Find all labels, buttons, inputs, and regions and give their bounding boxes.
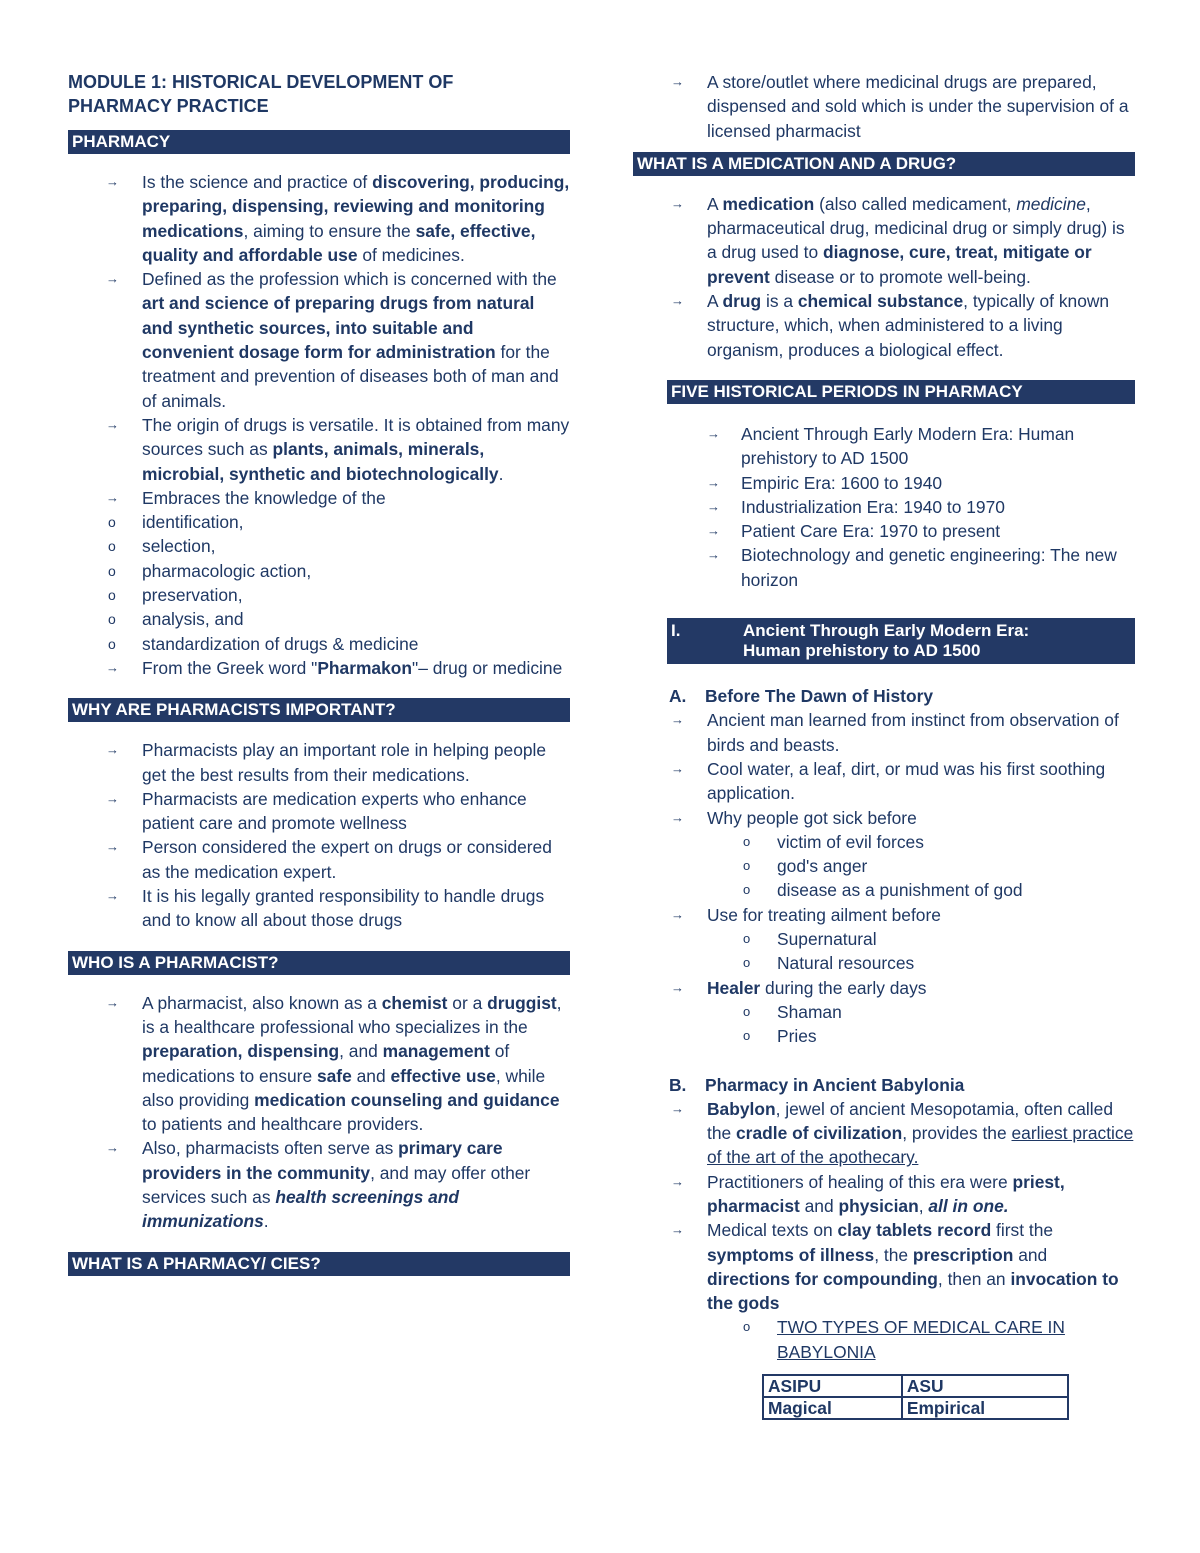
arrow-icon: → xyxy=(106,839,119,855)
right-column xyxy=(633,70,1135,1420)
arrow-icon: → xyxy=(106,742,119,758)
list-item: o Supernatural xyxy=(667,927,1135,951)
circle-bullet-icon: o xyxy=(743,1028,751,1044)
list-item: → Defined as the profession which is concerned with the art and science of preparing drugs from natural and synthetic sources, into suitable and convenient dosage form for administration for the treatment and prevention of diseases both of man and of animals. xyxy=(106,269,559,411)
list-item: o Shaman xyxy=(667,1000,1135,1024)
arrow-icon: → xyxy=(106,416,119,432)
list-item: → Also, pharmacists often serve as primary care providers in the community, and may offer other services such as health screenings and immunizations. xyxy=(106,1138,531,1232)
circle-bullet-icon: o xyxy=(108,611,116,628)
circle-bullet-icon: o xyxy=(743,1319,751,1335)
list-item: → Babylon, jewel of ancient Mesopotamia, often called the cradle of civilization, provides the earliest practice of the art of the apothecary. xyxy=(671,1098,1134,1168)
arrow-icon: → xyxy=(707,498,720,514)
list-item: → Healer during the early days xyxy=(667,976,1135,1000)
list-item: → Pharmacists are medication experts who enhance patient care and promote wellness xyxy=(106,788,527,834)
arrow-icon: → xyxy=(707,474,720,490)
left-column xyxy=(68,70,570,1296)
medication-list xyxy=(633,192,1135,362)
section-who-header: WHO IS A PHARMACIST? xyxy=(68,951,570,975)
circle-bullet-icon: o xyxy=(743,882,751,898)
arrow-icon: → xyxy=(671,760,684,776)
arrow-icon: → xyxy=(671,1173,684,1189)
list-item: → It is his legally granted responsibility to handle drugs and to know all about those drugs xyxy=(106,886,545,931)
table-cell: Magical xyxy=(763,1397,902,1419)
arrow-icon: → xyxy=(106,489,119,505)
circle-bullet-icon: o xyxy=(743,833,751,849)
list-item: → Ancient Through Early Modern Era: Human prehistory to AD 1500 xyxy=(707,423,1075,469)
circle-bullet-icon: o xyxy=(108,635,116,652)
arrow-icon: → xyxy=(707,523,720,539)
table-cell: ASU xyxy=(902,1375,1068,1397)
section-medication-header: WHAT IS A MEDICATION AND A DRUG? xyxy=(633,152,1135,176)
list-item: → The origin of drugs is versatile. It is obtained from many sources such as plants, animals, minerals, microbial, synthetic and biotechnologically. xyxy=(106,414,570,484)
periods-list xyxy=(633,422,1135,592)
list-item: → Cool water, a leaf, dirt, or mud was his first soothing application. xyxy=(671,758,1106,804)
list-item: o Natural resources xyxy=(667,951,1135,975)
subsection-b-title: B. Pharmacy in Ancient Babylonia xyxy=(669,1074,965,1095)
list-item: o identification, xyxy=(68,510,570,534)
list-item: → Use for treating ailment before xyxy=(667,903,1135,927)
circle-bullet-icon: o xyxy=(108,514,116,531)
list-item: → Patient Care Era: 1970 to present xyxy=(633,519,1135,543)
arrow-icon: → xyxy=(106,174,119,189)
list-item: o god's anger xyxy=(667,854,1135,878)
subsection-b-list xyxy=(667,1097,1135,1364)
list-item: o victim of evil forces xyxy=(667,830,1135,854)
list-item: o TWO TYPES OF MEDICAL CARE IN BABYLONIA xyxy=(743,1317,1065,1362)
title-line-1: MODULE 1: HISTORICAL DEVELOPMENT OF xyxy=(68,72,454,92)
era-number: I. xyxy=(671,621,681,641)
list-item: → A medication (also called medicament, medicine, pharmaceutical drug, medicinal drug or simply drug) is a drug used to diagnose, cure, treat, mitigate or prevent disease or to promote well-being. xyxy=(671,193,1125,287)
list-item: o preservation, xyxy=(68,583,570,607)
circle-bullet-icon: o xyxy=(743,931,751,947)
who-list xyxy=(68,991,570,1234)
store-list xyxy=(633,70,1135,143)
list-item: o selection, xyxy=(68,534,570,558)
arrow-icon: → xyxy=(106,994,119,1010)
arrow-icon: → xyxy=(671,74,684,89)
table-row xyxy=(763,1397,1068,1419)
era-title: Ancient Through Early Modern Era: Human prehistory to AD 1500 xyxy=(743,621,1030,661)
arrow-icon: → xyxy=(671,809,684,825)
arrow-icon: → xyxy=(106,790,119,806)
title-line-2: PHARMACY PRACTICE xyxy=(68,96,269,116)
document-title xyxy=(68,70,570,118)
list-item: → Why people got sick before xyxy=(667,806,1135,830)
pharmacy-list xyxy=(68,170,570,680)
list-item: o Pries xyxy=(667,1024,1135,1048)
arrow-icon: → xyxy=(106,888,119,904)
circle-bullet-icon: o xyxy=(743,955,751,971)
arrow-icon: → xyxy=(671,979,684,995)
circle-bullet-icon: o xyxy=(108,587,116,604)
arrow-icon: → xyxy=(671,1222,684,1238)
arrow-icon: → xyxy=(671,293,684,309)
subsection-a-list xyxy=(667,708,1135,1048)
list-item: o analysis, and xyxy=(68,607,570,631)
circle-bullet-icon: o xyxy=(743,858,751,874)
circle-bullet-icon: o xyxy=(743,1003,751,1019)
section-era-header xyxy=(667,618,1135,664)
arrow-icon: → xyxy=(671,906,684,922)
arrow-icon: → xyxy=(671,1100,684,1116)
table-cell: ASIPU xyxy=(763,1375,902,1397)
list-item: o pharmacologic action, xyxy=(68,559,570,583)
medical-care-table xyxy=(762,1374,1069,1420)
arrow-icon: → xyxy=(707,547,720,563)
list-item: → Practitioners of healing of this era were priest, pharmacist and physician, all in one. xyxy=(671,1171,1065,1216)
list-item: → Biotechnology and genetic engineering: The new horizon xyxy=(707,545,1117,590)
list-item: → Industrialization Era: 1940 to 1970 xyxy=(633,495,1135,519)
list-item: → A drug is a chemical substance, typically of known structure, which, when administered to a living organism, produces a biological effect. xyxy=(671,291,1110,360)
arrow-icon: → xyxy=(671,195,684,211)
list-item: → A store/outlet where medicinal drugs are prepared, dispensed and sold which is under the supervision of a licensed pharmacist xyxy=(671,72,1129,141)
why-list xyxy=(68,738,570,932)
arrow-icon: → xyxy=(106,659,119,675)
list-item: o disease as a punishment of god xyxy=(667,878,1135,902)
arrow-icon: → xyxy=(671,712,684,728)
arrow-icon: → xyxy=(707,425,720,441)
subsection-a-title: A. Before The Dawn of History xyxy=(669,686,934,707)
circle-bullet-icon: o xyxy=(108,538,116,555)
arrow-icon: → xyxy=(106,1140,119,1156)
circle-bullet-icon: o xyxy=(108,562,116,579)
list-item: → Empiric Era: 1600 to 1940 xyxy=(633,471,1135,495)
section-why-header: WHY ARE PHARMACISTS IMPORTANT? xyxy=(68,698,570,722)
list-item: o standardization of drugs & medicine xyxy=(68,632,570,656)
list-item: → Person considered the expert on drugs or considered as the medication expert. xyxy=(106,837,552,882)
list-item: → Embraces the knowledge of the xyxy=(68,486,570,510)
table-row xyxy=(763,1375,1068,1397)
list-item: → Pharmacists play an important role in helping people get the best results from their medications. xyxy=(106,740,547,785)
section-five-periods-header: FIVE HISTORICAL PERIODS IN PHARMACY xyxy=(667,380,1135,404)
list-item: → From the Greek word "Pharmakon"– drug or medicine xyxy=(68,656,570,680)
list-item: → Ancient man learned from instinct from observation of birds and beasts. xyxy=(671,710,1119,755)
section-what-pharmacy-header: WHAT IS A PHARMACY/ CIES? xyxy=(68,1252,570,1276)
section-pharmacy-header: PHARMACY xyxy=(68,130,570,154)
list-item: → Is the science and practice of discovering, producing, preparing, dispensing, reviewing and monitoring medications, aiming to ensure the safe, effective, quality and affordable use of medicines. xyxy=(106,172,570,265)
table-cell: Empirical xyxy=(902,1397,1068,1419)
list-item: → Medical texts on clay tablets record first the symptoms of illness, the prescription and directions for compounding, then an invocation to the gods xyxy=(671,1220,1119,1314)
list-item: → A pharmacist, also known as a chemist or a druggist, is a healthcare professional who specializes in the preparation, dispensing, and management of medications to ensure safe and effective use, while also providing medication counseling and guidance to patients and healthcare providers. xyxy=(106,992,562,1135)
arrow-icon: → xyxy=(106,271,119,287)
